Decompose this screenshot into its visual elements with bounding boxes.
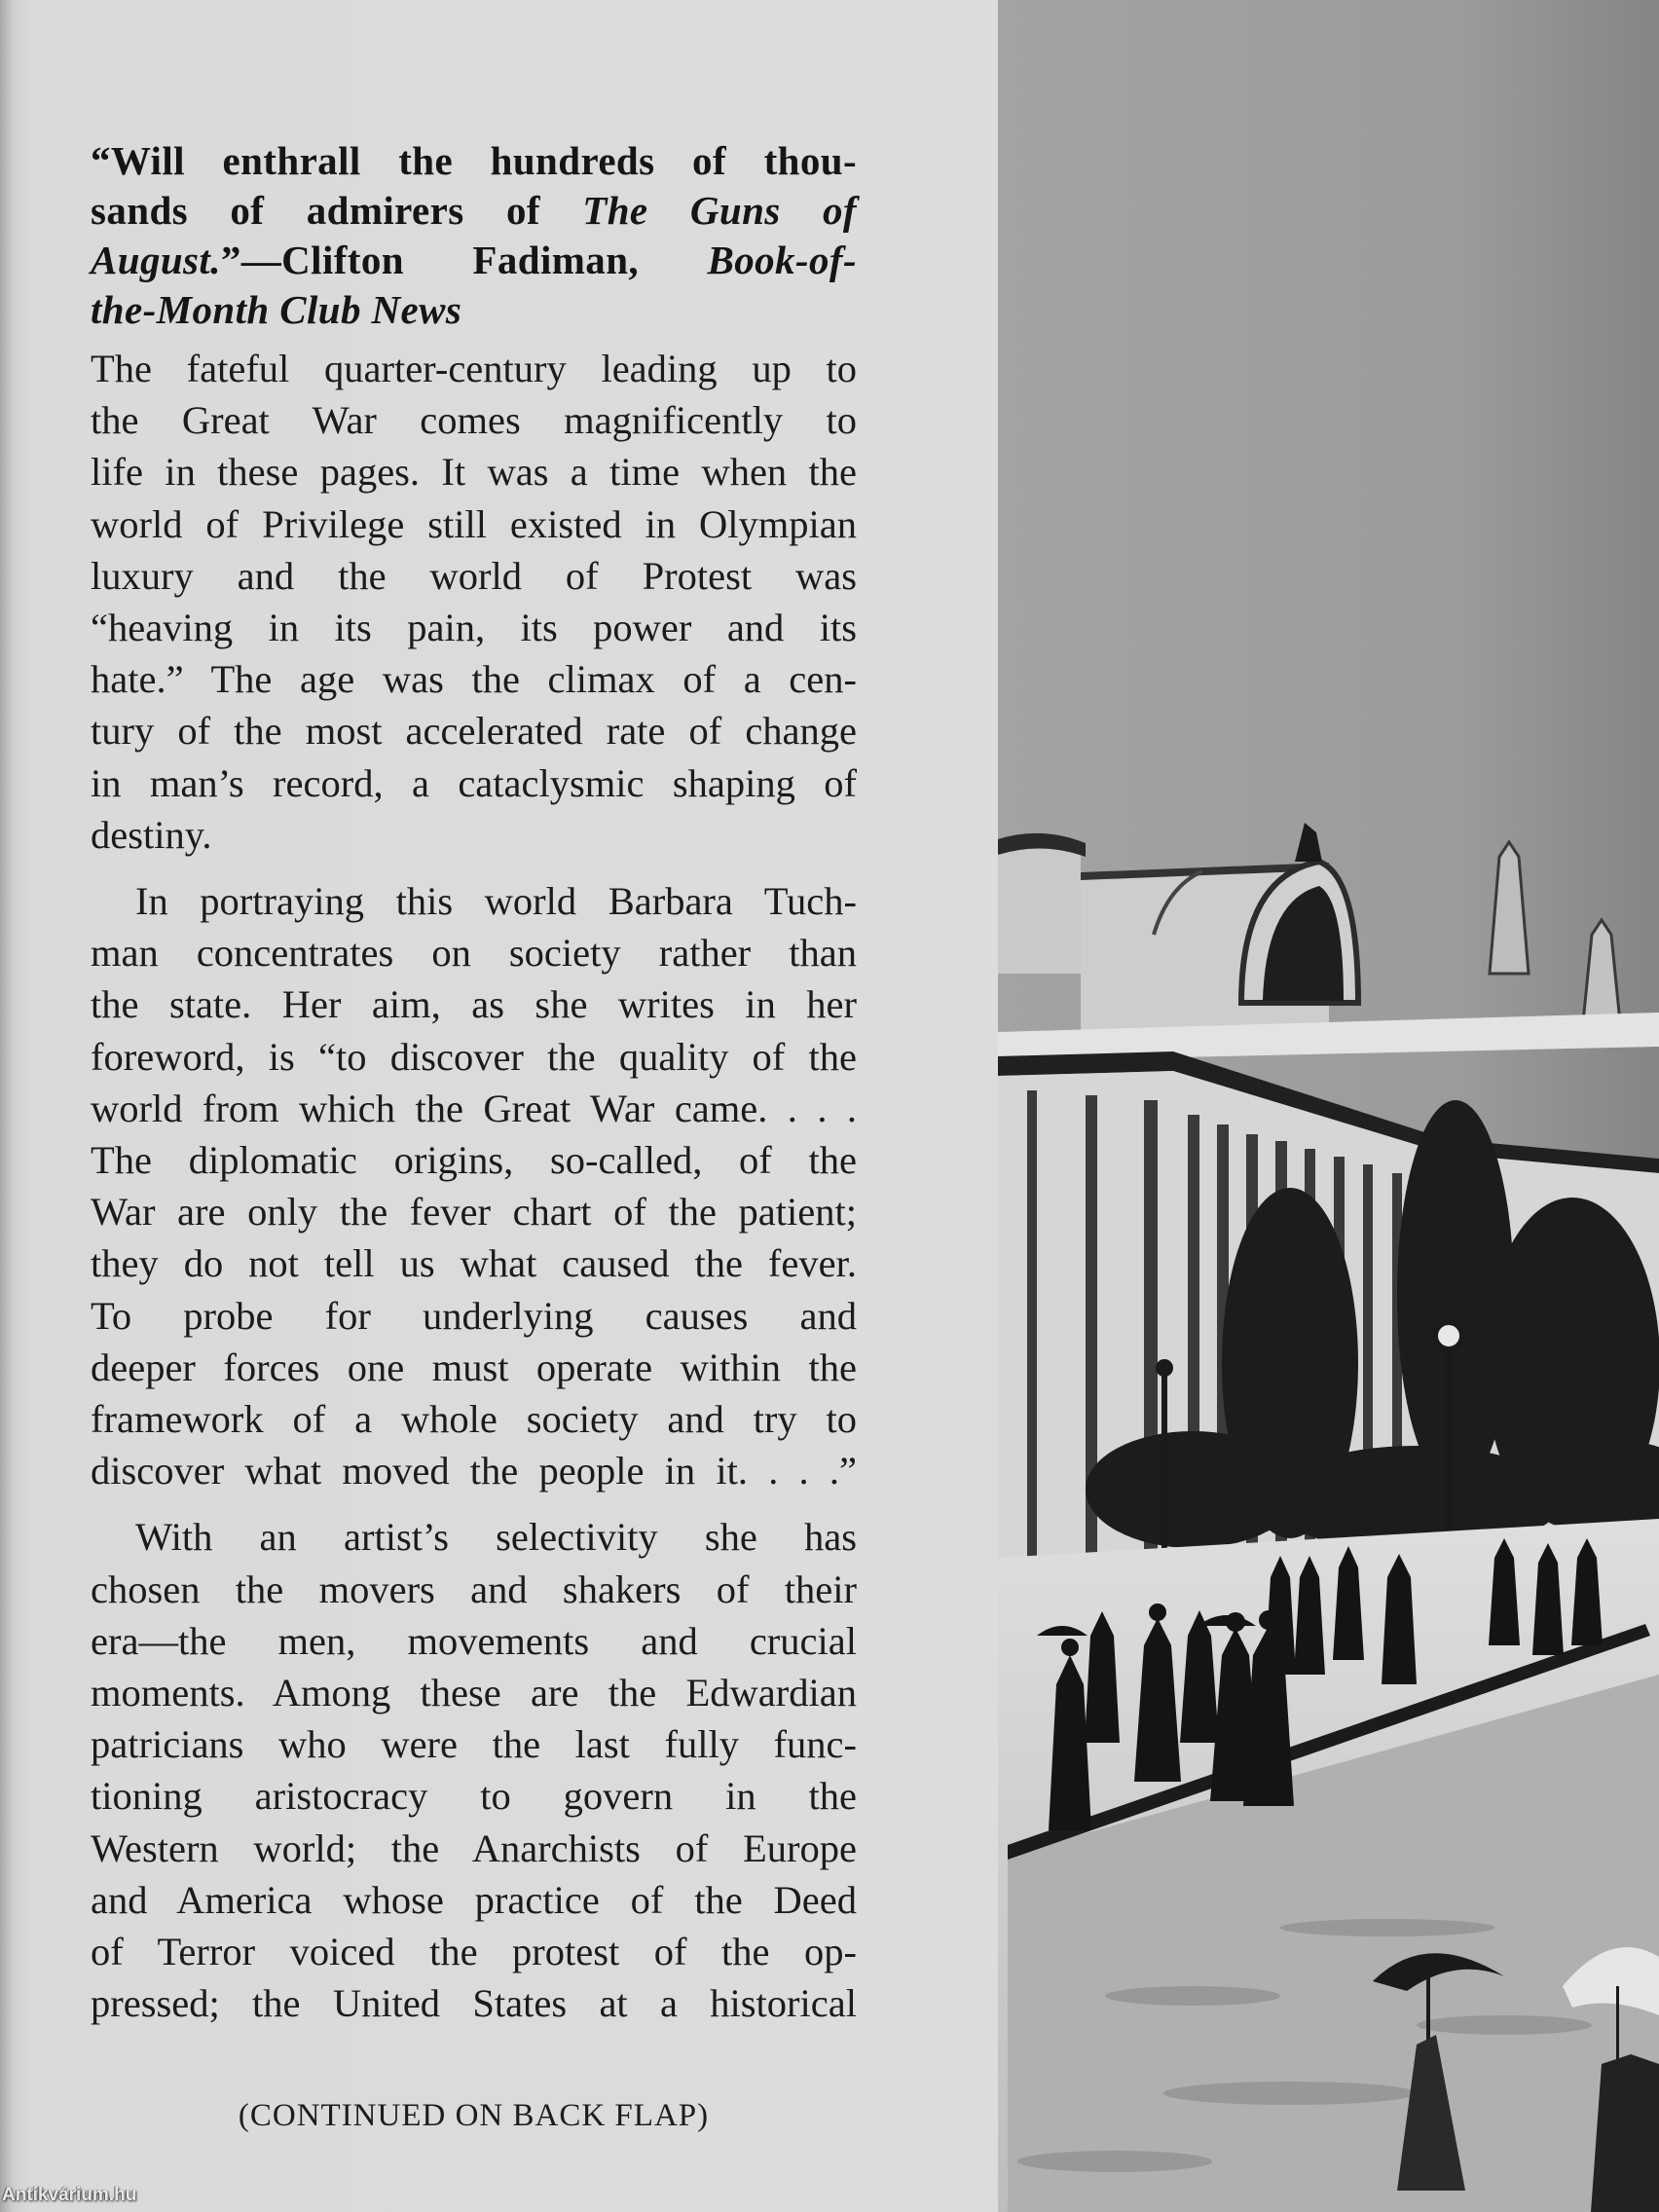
text-line: framework of a whole society and try to <box>91 1397 857 1442</box>
text-line: foreword, is “to discover the quality of the <box>91 1034 857 1079</box>
text-line: patricians who were the last fully func- <box>91 1722 857 1767</box>
text-line: in man’s record, a cataclysmic shaping of <box>91 760 857 805</box>
text-line: Western world; the Anarchists of Europe <box>91 1825 857 1870</box>
reviewer: ”—Clifton Fadiman, <box>220 238 708 282</box>
continued-on-back-flap: (CONTINUED ON BACK FLAP) <box>238 2098 710 2133</box>
book-title: The Guns of <box>582 188 857 233</box>
publication: Book-of- <box>707 238 857 282</box>
cover-photograph <box>998 0 1659 2212</box>
text-line: the state. Her aim, as she writes in her <box>91 982 857 1027</box>
text-line: luxury and the world of Protest was <box>91 553 857 598</box>
palace-crowd-illustration <box>998 0 1659 2212</box>
text-line: era—the men, movements and crucial <box>91 1618 857 1663</box>
publication: the-Month Club News <box>91 287 462 332</box>
paragraph-3 <box>91 1511 857 2029</box>
text-line: and America whose practice of the Deed <box>91 1877 857 1922</box>
text-line: destiny. <box>91 812 212 857</box>
text-line: tury of the most accelerated rate of change <box>91 709 857 754</box>
blurb-line: sands of admirers of The Guns of <box>91 188 857 233</box>
text-line: world from which the Great War came. . . . <box>91 1086 857 1130</box>
watermark: Antikvárium.hu <box>2 2185 137 2205</box>
flap-text-column <box>91 136 857 2133</box>
text-line: moments. Among these are the Edwardian <box>91 1671 857 1715</box>
review-blurb <box>91 136 857 335</box>
text-line: The diplomatic origins, so-called, of the <box>91 1138 857 1183</box>
text-line: To probe for underlying causes and <box>91 1293 857 1338</box>
text-line: man concentrates on society rather than <box>91 931 857 976</box>
text-line: tioning aristocracy to govern in the <box>91 1774 857 1819</box>
text-line: of Terror voiced the protest of the op- <box>91 1930 857 1974</box>
text-line: War are only the fever chart of the patient; <box>91 1190 857 1235</box>
text-line: “heaving in its pain, its power and its <box>91 606 857 650</box>
text-line: the Great War comes magnificently to <box>91 398 857 443</box>
text-line: pressed; the United States at a historical <box>91 1981 857 2026</box>
text-line: In portraying this world Barbara Tuch- <box>135 879 857 924</box>
text-line: The fateful quarter-century leading up to <box>91 347 857 390</box>
text-line: discover what moved the people in it. . . .” <box>91 1449 857 1493</box>
book-title: August. <box>91 238 221 282</box>
blurb-line <box>91 236 857 285</box>
text-line: deeper forces one must operate within the <box>91 1345 857 1389</box>
text-line: hate.” The age was the climax of a cen- <box>91 657 857 702</box>
text-line: life in these pages. It was a time when the <box>91 450 857 495</box>
text-line: world of Privilege still existed in Olympian <box>91 501 857 546</box>
text-line: chosen the movers and shakers of their <box>91 1567 857 1611</box>
text-line: they do not tell us what caused the fever. <box>91 1241 857 1286</box>
paragraph-2 <box>91 875 857 1496</box>
blurb-line <box>91 285 857 335</box>
blurb-line: “Will enthrall the hundreds of thou- <box>91 138 857 183</box>
paragraph-1 <box>91 343 857 861</box>
text-line: With an artist’s selectivity she has <box>135 1515 857 1560</box>
